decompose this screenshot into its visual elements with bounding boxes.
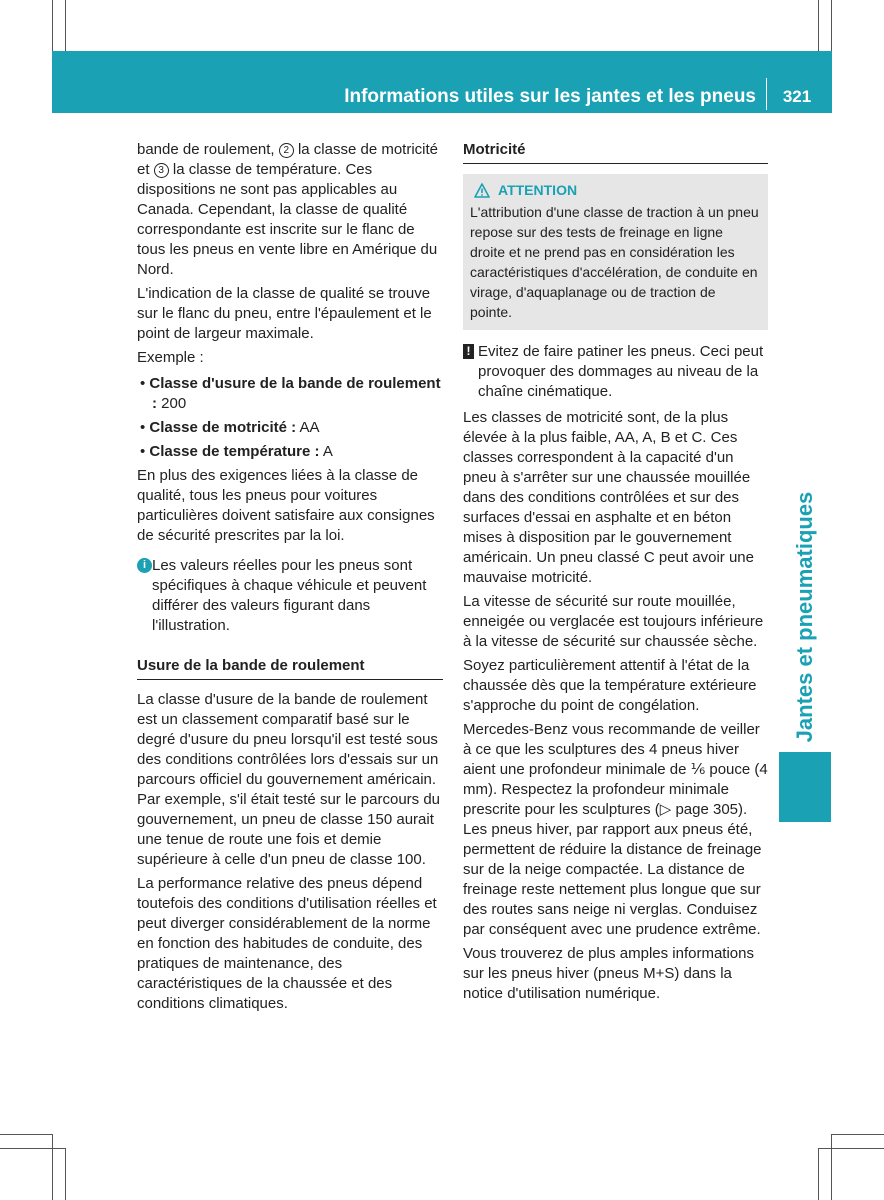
warning-title: ATTENTION xyxy=(498,182,578,198)
list-item-label: Classe d'usure de la bande de roulement : xyxy=(149,375,441,412)
info-note-text: Les valeurs réelles pour les pneus sont spécifiques à chaque véhicule et peuvent différer des valeurs figurant dans l'illustration. xyxy=(152,557,427,634)
crop-mark xyxy=(52,0,53,51)
callout-number-2: 2 xyxy=(279,143,294,158)
page-number: 321 xyxy=(782,87,812,106)
warning-text: L'attribution d'une classe de traction à un pneu repose sur des tests de freinage en ligne droite et ne prend pas en considération les caractéristiques d'accélération, de conduite en virage, d'aquaplanage ou de traction de pointe. xyxy=(470,204,759,320)
paragraph-text: la classe de motricité et xyxy=(137,141,439,178)
paragraph-text: bande de roulement, xyxy=(137,141,279,158)
paragraph-text: la classe de température. Ces dispositions ne sont pas applicables au Canada. Cependant, la classe de qualité correspondante est inscrite sur le flanc de tous les pneus en vente libre en Amérique du Nord. xyxy=(137,161,438,278)
exclamation-icon: ! xyxy=(463,344,474,359)
section-heading: Usure de la bande de roulement xyxy=(137,656,443,680)
notice-text: Evitez de faire patiner les pneus. Ceci peut provoquer des dommages au niveau de la chaîne cinématique. xyxy=(478,343,764,400)
list-item: • Classe d'usure de la bande de roulement : 200 xyxy=(140,375,441,412)
header-divider xyxy=(766,78,767,110)
crop-mark xyxy=(65,1148,66,1200)
info-note xyxy=(137,556,443,636)
crop-mark xyxy=(0,1148,66,1149)
list-item-value: A xyxy=(319,443,333,460)
page-title: Informations utiles sur les jantes et les pneus xyxy=(344,86,756,107)
list-item-label: Classe de motricité : xyxy=(149,419,297,436)
paragraph: La performance relative des pneus dépend toutefois des conditions d'utilisation réelles et peut diverger considérablement de la norme en fonction des habitudes de conduite, des pratiques de maintenance, des caractéristiques de la chaussée et des conditions climatiques. xyxy=(137,875,437,1012)
paragraph xyxy=(137,140,443,280)
notice-note xyxy=(463,342,768,402)
paragraph: Soyez particulièrement attentif à l'état de la chaussée dès que la température extérieure s'approche du point de congélation. xyxy=(463,657,757,714)
crop-mark xyxy=(52,1134,53,1200)
list-item-label: Classe de température : xyxy=(149,443,320,460)
crop-mark xyxy=(818,0,819,51)
crop-mark xyxy=(831,0,832,51)
right-column xyxy=(463,140,768,1008)
paragraph: Mercedes-Benz vous recommande de veiller à ce que les sculptures des 4 pneus hiver aient une profondeur minimale de ⅙ pouce (4 mm). Respectez la profondeur minimale prescrite pour les sculptures (▷ page 305). Les pneus hiver, par rapport aux pneus été, permettent de réduire la distance de freinage sur de la neige compactée. La distance de freinage reste nettement plus longue que sur des routes sans neige ni verglas. Conduisez par conséquent avec une prudence extrême. xyxy=(463,721,768,938)
list-item: • Classe de motricité : AA xyxy=(140,419,320,436)
list-item-value: 200 xyxy=(157,395,187,412)
paragraph: En plus des exigences liées à la classe de qualité, tous les pneus pour voitures particulières doivent satisfaire aux consignes de sécurité prescrites par la loi. xyxy=(137,467,435,544)
callout-number-3: 3 xyxy=(154,163,169,178)
warning-triangle-icon xyxy=(474,183,490,198)
paragraph: Vous trouverez de plus amples informations sur les pneus hiver (pneus M+S) dans la notice d'utilisation numérique. xyxy=(463,945,754,1002)
crop-mark xyxy=(831,1134,884,1135)
paragraph: La classe d'usure de la bande de roulement est un classement comparatif basé sur le degré d'usure du pneu lorsqu'il est testé sous des conditions contrôlées lors d'essais sur un parcours officiel du gouvernement américain. Par exemple, s'il était testé sur le parcours du gouvernement, un pneu de classe 150 aurait une tenue de route une fois et demie supérieure à celle d'un pneu de classe 100. xyxy=(137,691,441,868)
crop-mark xyxy=(818,1148,884,1149)
paragraph: L'indication de la classe de qualité se trouve sur le flanc du pneu, entre l'épaulement et le point de largeur maximale. xyxy=(137,285,432,342)
crop-mark xyxy=(818,1148,819,1200)
crop-mark xyxy=(65,0,66,51)
chapter-marker xyxy=(779,752,831,822)
left-column xyxy=(137,140,443,1018)
list-item-value: AA xyxy=(296,419,320,436)
warning-box xyxy=(463,174,768,330)
list-item: • Classe de température : A xyxy=(140,443,333,460)
crop-mark xyxy=(0,1134,52,1135)
chapter-tab-label: Jantes et pneumatiques xyxy=(792,491,817,743)
paragraph: Exemple : xyxy=(137,349,204,366)
crop-mark xyxy=(831,1134,832,1200)
info-icon: i xyxy=(137,558,152,573)
chapter-tab xyxy=(779,486,831,748)
paragraph: La vitesse de sécurité sur route mouillée, enneigée ou verglacée est toujours inférieure à la vitesse de sécurité sur chaussée sèche. xyxy=(463,593,764,650)
warning-header xyxy=(470,180,760,200)
paragraph: Les classes de motricité sont, de la plus élevée à la plus faible, AA, A, B et C. Ces classes correspondent à la capacité d'un pneu à s'arrêter sur une chaussée mouillée dans des conditions contrôlées et sur des surfaces d'essai en asphalte et en béton mises à disposition par le gouvernement américain. Un pneu classé C peut avoir une mauvaise motricité. xyxy=(463,409,754,586)
section-heading: Motricité xyxy=(463,140,768,164)
